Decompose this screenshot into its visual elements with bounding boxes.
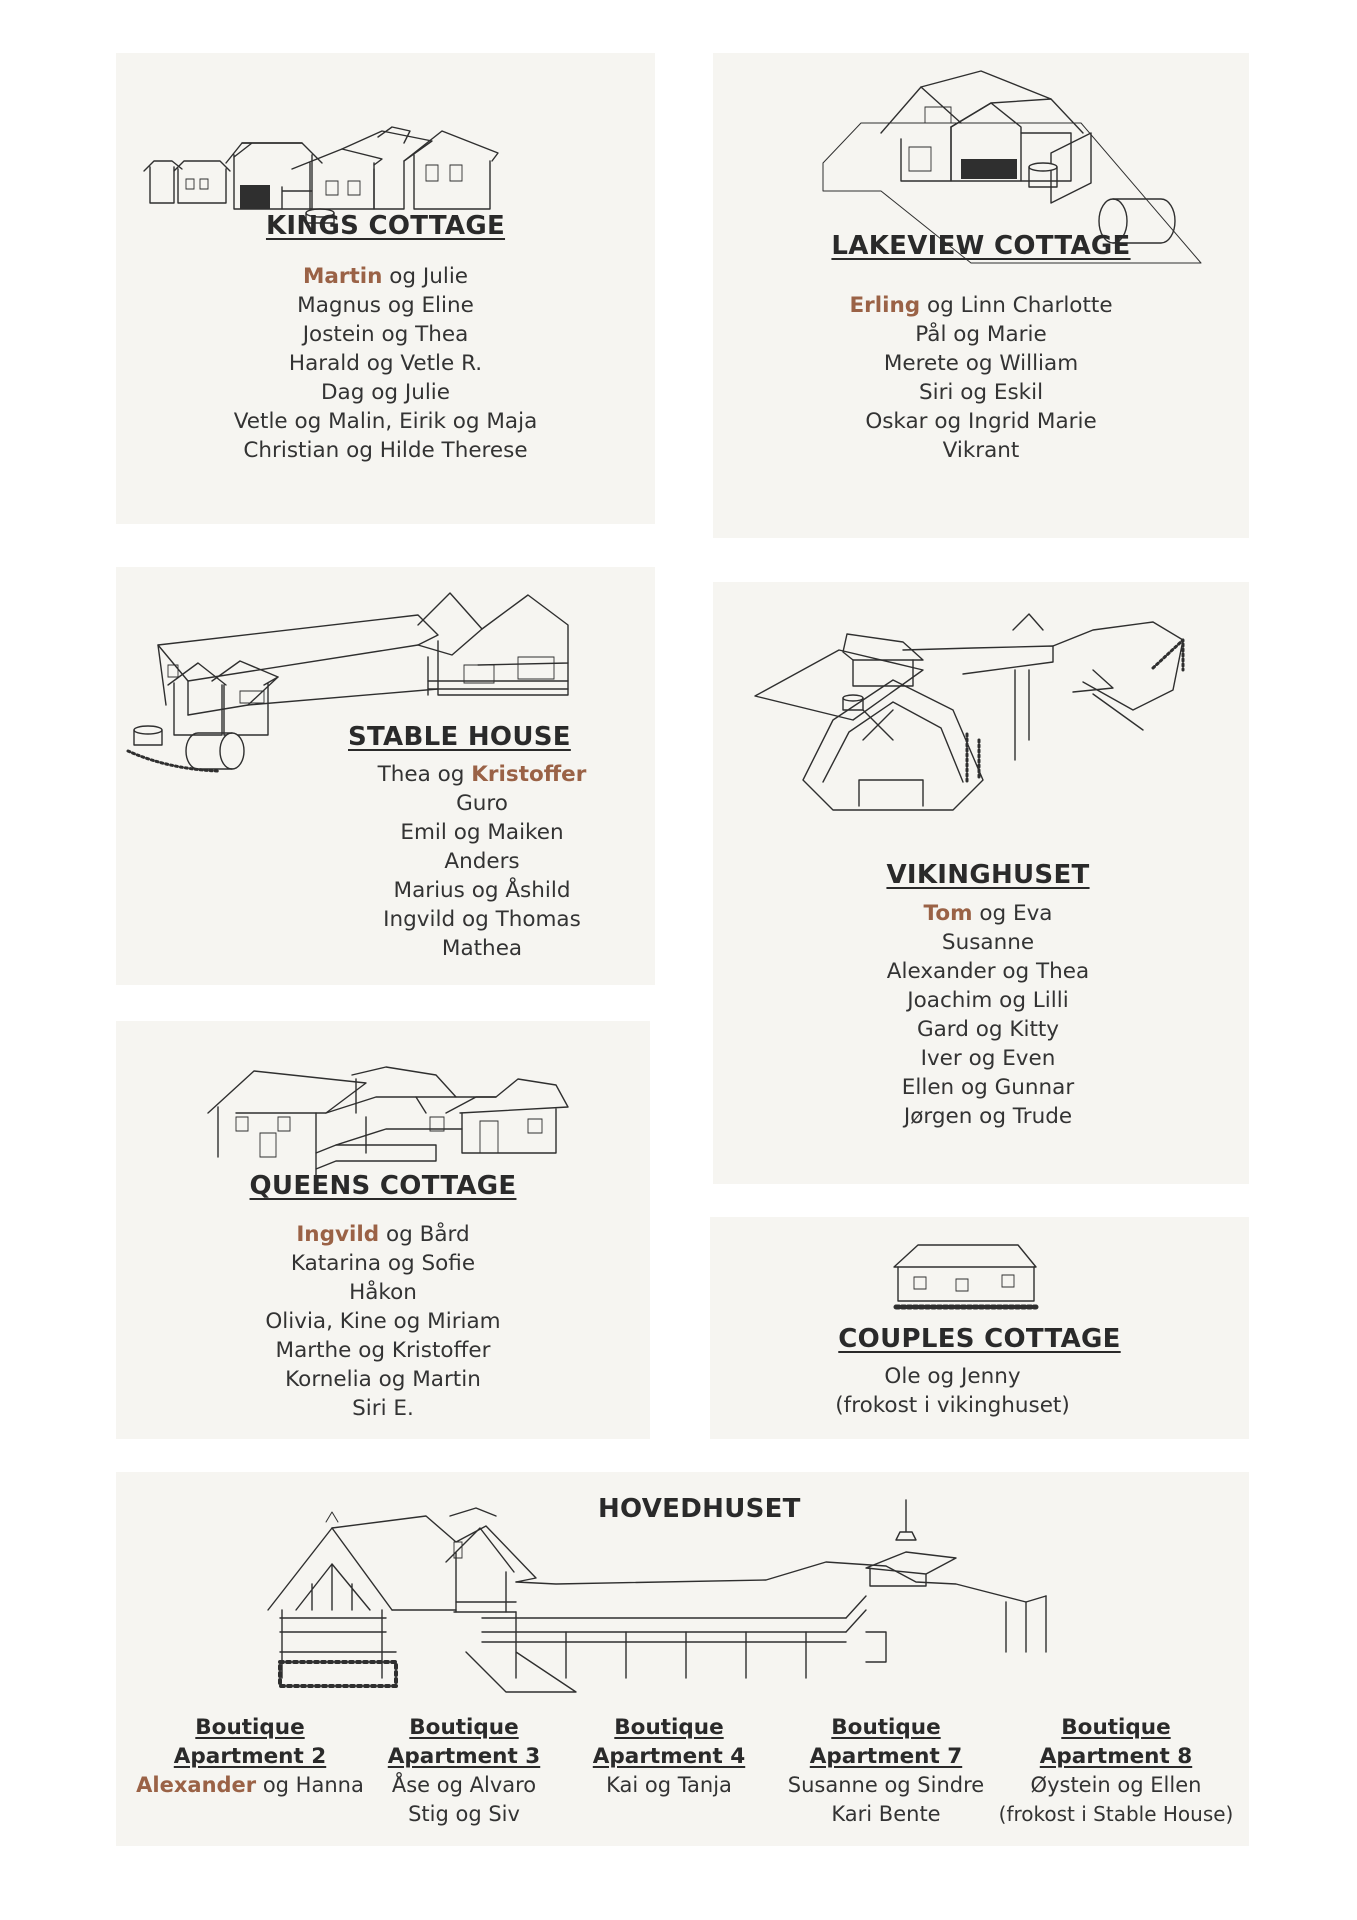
- guest-line: Harald og Vetle R.: [288, 351, 483, 376]
- vikinghuset-names: [727, 899, 1249, 1131]
- guest-line: Siri og Eskil: [918, 380, 1044, 405]
- apartment-guests: Øystein og Ellen: [1030, 1773, 1202, 1797]
- apartment-guests: (frokost i Stable House): [998, 1802, 1234, 1826]
- guest-line: Merete og William: [883, 351, 1079, 376]
- guest-line: Dag og Julie: [321, 380, 450, 405]
- apartment-title: Apartment 3: [387, 1744, 541, 1769]
- apartment-title: Apartment 8: [1039, 1744, 1193, 1769]
- hovedhuset-illustration: [266, 1492, 1096, 1694]
- apartment-title: Boutique: [614, 1715, 724, 1740]
- stable-house-title: STABLE HOUSE: [348, 722, 571, 752]
- guest-line: Tom og Eva: [923, 901, 1053, 926]
- lakeview-cottage-title: LAKEVIEW COTTAGE: [831, 231, 1131, 261]
- apartment-title: Apartment 2: [173, 1744, 327, 1769]
- couples-cottage-title: COUPLES COTTAGE: [838, 1324, 1121, 1354]
- kings-cottage-illustration: [142, 91, 582, 231]
- queens-cottage-card: [116, 1021, 650, 1439]
- guest-line: Ingvild og Thomas: [383, 907, 581, 932]
- apartment-8: [991, 1713, 1241, 1829]
- apartment-guests: Susanne og Sindre: [787, 1773, 985, 1797]
- guest-line: Jostein og Thea: [302, 322, 469, 347]
- hovedhuset-title: HOVEDHUSET: [598, 1494, 801, 1524]
- guest-line: Christian og Hilde Therese: [243, 438, 528, 463]
- guest-line: Ellen og Gunnar: [901, 1075, 1075, 1100]
- guest-line: Joachim og Lilli: [907, 988, 1069, 1013]
- guest-line: Siri E.: [352, 1396, 414, 1421]
- lakeview-cottage-card: [713, 53, 1249, 538]
- guest-line: Martin og Julie: [302, 264, 469, 289]
- guest-line: Katarina og Sofie: [290, 1251, 476, 1276]
- hovedhuset-card: [116, 1472, 1249, 1846]
- couples-cottage-names: [683, 1362, 1222, 1420]
- vikinghuset-illustration: [753, 610, 1193, 820]
- apartment-title: Apartment 4: [592, 1744, 746, 1769]
- queens-cottage-title: QUEENS COTTAGE: [249, 1171, 517, 1201]
- guest-line: Emil og Maiken: [400, 820, 564, 845]
- guest-line: Alexander og Thea: [886, 959, 1090, 984]
- guest-line: Marius og Åshild: [393, 878, 571, 903]
- queens-cottage-illustration: [206, 1057, 566, 1177]
- guest-line: Ingvild og Bård: [296, 1222, 470, 1247]
- guest-line: Olivia, Kine og Miriam: [265, 1309, 501, 1334]
- guest-line: Jørgen og Trude: [903, 1104, 1073, 1129]
- apartment-title: Boutique: [1061, 1715, 1171, 1740]
- apartment-title: Boutique: [831, 1715, 941, 1740]
- apartment-guests: Kai og Tanja: [606, 1773, 732, 1797]
- guest-line: Håkon: [349, 1280, 417, 1305]
- lakeview-cottage-names: [713, 291, 1249, 465]
- vikinghuset-title: VIKINGHUSET: [886, 860, 1090, 890]
- guest-line: Vetle og Malin, Eirik og Maja: [233, 409, 538, 434]
- guest-line: Oskar og Ingrid Marie: [865, 409, 1097, 434]
- guest-line: (frokost i vikinghuset): [835, 1393, 1070, 1418]
- couples-cottage-card: [710, 1217, 1249, 1439]
- guest-line: Anders: [444, 849, 520, 874]
- guest-line: Guro: [456, 791, 508, 816]
- kings-cottage-card: [116, 53, 655, 524]
- couples-cottage-illustration: [890, 1243, 1040, 1315]
- guest-line: Gard og Kitty: [916, 1017, 1060, 1042]
- kings-cottage-names: [116, 262, 655, 465]
- guest-line: Thea og Kristoffer: [377, 762, 587, 787]
- vikinghuset-card: [713, 582, 1249, 1184]
- apartment-guests: Alexander og Hanna: [136, 1773, 364, 1797]
- guest-line: Magnus og Eline: [297, 293, 474, 318]
- guest-line: Pål og Marie: [915, 322, 1047, 347]
- guest-line: Mathea: [441, 936, 523, 961]
- apartment-7: [771, 1713, 1001, 1829]
- stable-house-illustration: [128, 585, 578, 785]
- apartment-2: [116, 1713, 384, 1800]
- apartment-guests: Åse og Alvaro: [391, 1773, 537, 1797]
- apartment-title: Apartment 7: [809, 1744, 963, 1769]
- kings-cottage-title: KINGS COTTAGE: [265, 211, 506, 241]
- apartment-guests: Stig og Siv: [408, 1802, 520, 1826]
- apartment-title: Boutique: [195, 1715, 305, 1740]
- guest-line: Erling og Linn Charlotte: [849, 293, 1113, 318]
- guest-line: Ole og Jenny: [884, 1364, 1021, 1389]
- guest-line: Iver og Even: [920, 1046, 1056, 1071]
- stable-house-names: [332, 760, 632, 963]
- guest-line: Marthe og Kristoffer: [275, 1338, 491, 1363]
- stable-house-card: [116, 567, 655, 985]
- apartment-guests: Kari Bente: [831, 1802, 941, 1826]
- guest-line: Kornelia og Martin: [285, 1367, 481, 1392]
- apartment-title: Boutique: [409, 1715, 519, 1740]
- guest-line: Susanne: [941, 930, 1035, 955]
- apartment-3: [371, 1713, 557, 1829]
- apartment-4: [576, 1713, 762, 1800]
- guest-line: Vikrant: [942, 438, 1020, 463]
- queens-cottage-names: [116, 1220, 650, 1423]
